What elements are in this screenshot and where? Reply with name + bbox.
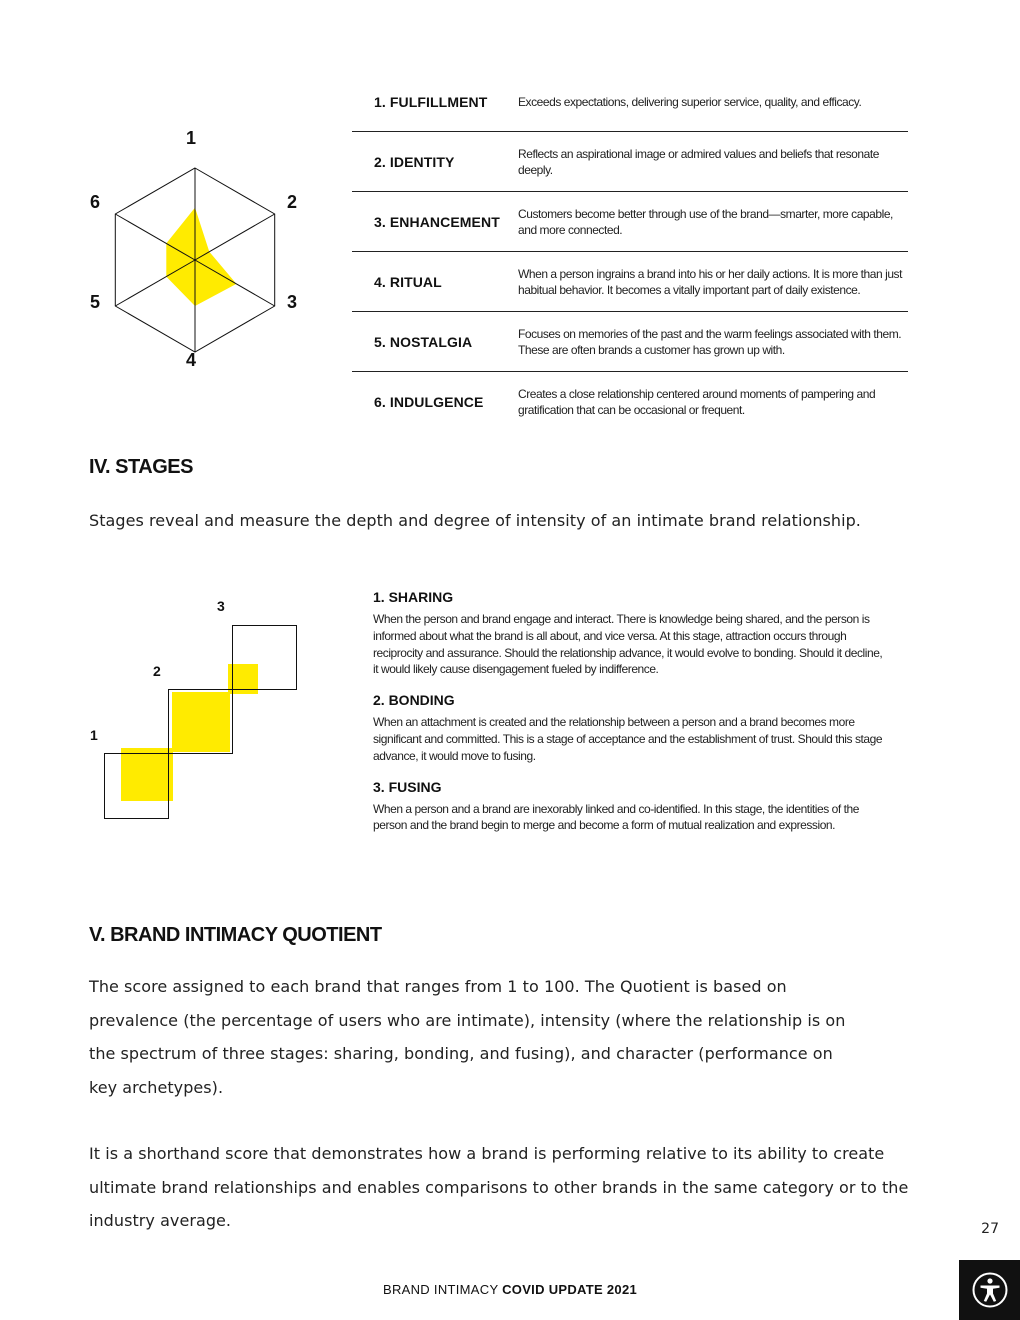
- hexagon-label-5: 5: [90, 292, 101, 312]
- archetype-description: Focuses on memories of the past and the warm feelings associated with them. These are often brands a customer has grown up with.: [518, 326, 902, 357]
- hexagon-spoke-2: [195, 214, 275, 260]
- stage-title: 3. FUSING: [373, 778, 442, 795]
- archetype-description: Reflects an aspirational image or admired values and beliefs that resonate deeply.: [518, 146, 879, 177]
- archetype-hexagon-svg: [80, 120, 320, 380]
- stage-title: 1. SHARING: [373, 589, 454, 605]
- hexagon-label-3: 3: [287, 292, 298, 312]
- stage-1-fill: [121, 748, 173, 801]
- footer-edition-label: COVID UPDATE 2021: [502, 1282, 638, 1297]
- archetype-description: Customers become better through use of the brand—smarter, more capable, and more connected.: [518, 206, 893, 237]
- hexagon-label-4: 4: [186, 350, 197, 370]
- archetype-name: 5. NOSTALGIA: [374, 333, 473, 350]
- stages-heading: IV. STAGES: [89, 456, 193, 478]
- stage-title: 2. BONDING: [373, 692, 455, 709]
- archetype-row: [352, 372, 908, 431]
- archetype-description: Exceeds expectations, delivering superior service, quality, and efficacy.: [518, 94, 862, 109]
- stages-list: [373, 589, 893, 848]
- archetype-name: 4. RITUAL: [374, 273, 442, 290]
- page-number: 27: [981, 1221, 999, 1237]
- stage-item: [373, 779, 893, 835]
- stages-figure-svg: [85, 590, 325, 830]
- hexagon-label-2: 2: [287, 192, 298, 212]
- quotient-heading: V. BRAND INTIMACY QUOTIENT: [89, 924, 382, 946]
- stages-figure: [85, 590, 325, 830]
- archetype-description: When a person ingrains a brand into his or her daily actions. It is more than just habitual behavior. It becomes a vitally important part of daily existence.: [518, 266, 902, 297]
- archetype-table: [352, 72, 908, 431]
- stage-description: When an attachment is created and the relationship between a person and a brand becomes more significant and committed. This is a stage of acceptance and the establishment of trust. Should this stage advance, it would move to fusing.: [373, 715, 883, 763]
- archetype-row: [352, 252, 908, 312]
- quotient-body: [89, 970, 939, 1238]
- stage-1-label: 1: [90, 727, 98, 743]
- stage-description: When a person and a brand are inexorably linked and co-identified. In this stage, the identities of the person and the brand begin to merge and become a form of mutual realization and expression.: [373, 801, 859, 833]
- stage-description: When the person and brand engage and interact. There is knowledge being shared, and the person is informed about what the brand is all about, and vice versa. At this stage, attraction occurs through reciprocity and assurance. Should the relationship advance, it would evolve to bonding. Should it decline, it would likely cause disengagement fueled by indifference.: [373, 612, 883, 677]
- stage-item: [373, 589, 893, 678]
- archetype-name: 3. ENHANCEMENT: [374, 213, 500, 230]
- stages-intro: Stages reveal and measure the depth and degree of intensity of an intimate brand relationship.: [89, 511, 861, 530]
- archetype-hexagon-figure: [80, 120, 320, 380]
- accessibility-icon: [970, 1270, 1010, 1310]
- archetype-row: [352, 72, 908, 132]
- stage-3-label: 3: [217, 598, 225, 614]
- quotient-paragraph-2: It is a shorthand score that demonstrates how a brand is performing relative to its ability to create ultimate brand relationships and enables comparisons to other brands in the same category or to the industry average.: [89, 1144, 909, 1230]
- hexagon-label-6: 6: [90, 192, 101, 212]
- hexagon-label-1: 1: [186, 128, 197, 148]
- accessibility-button[interactable]: [959, 1260, 1020, 1320]
- archetype-description: Creates a close relationship centered around moments of pampering and gratification that can be occasional or frequent.: [518, 386, 876, 417]
- archetype-name: 1. FULFILLMENT: [374, 93, 488, 110]
- quotient-paragraph-1: The score assigned to each brand that ranges from 1 to 100. The Quotient is based on prevalence (the percentage of users who are intimate), intensity (where the relationship is on the spectrum of three stages: sharing, bonding, and fusing), and character (performance on key archetypes).: [89, 977, 846, 1097]
- footer: [0, 1282, 1020, 1297]
- stage-2-fill: [172, 692, 230, 752]
- archetype-row: [352, 192, 908, 252]
- stage-item: [373, 692, 893, 764]
- archetype-name: 2. IDENTITY: [374, 153, 455, 170]
- footer-brand-label: BRAND INTIMACY: [382, 1282, 499, 1297]
- archetype-name: 6. INDULGENCE: [374, 393, 484, 410]
- archetype-row: [352, 132, 908, 192]
- stage-2-label: 2: [153, 663, 161, 679]
- archetype-row: [352, 312, 908, 372]
